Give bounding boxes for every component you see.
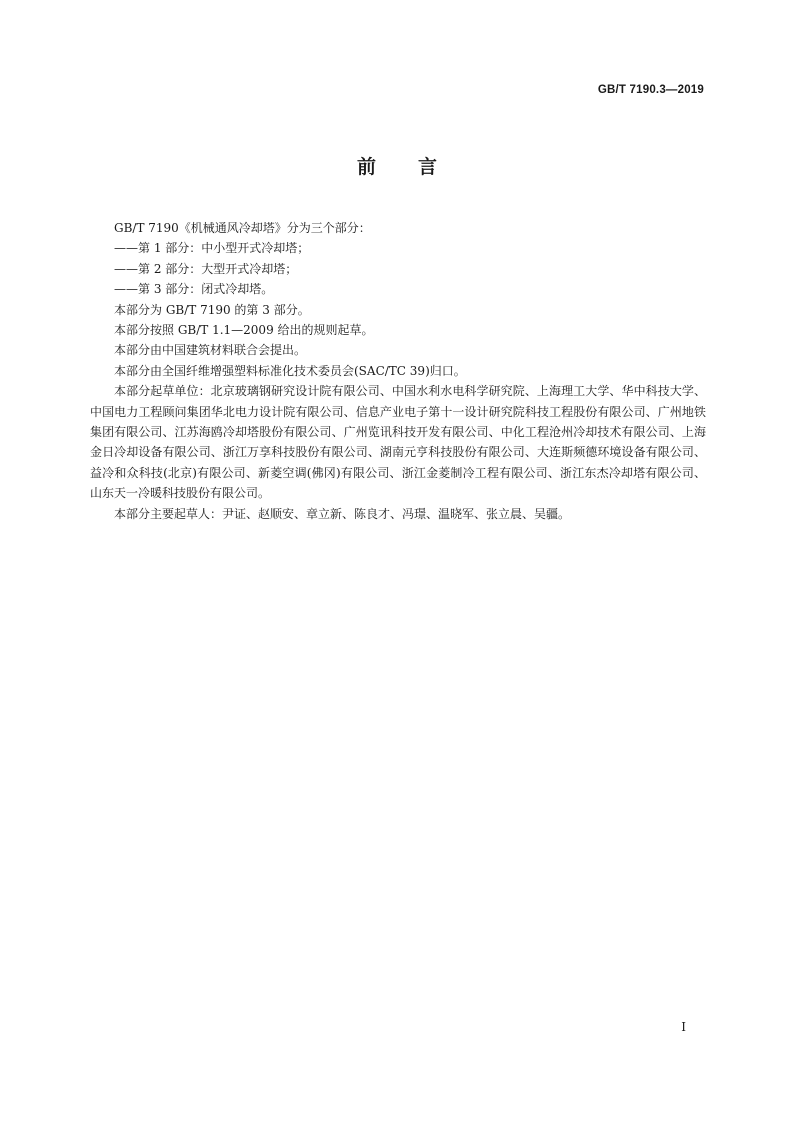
foreword-body xyxy=(90,218,706,524)
intro-paragraph: GB/T 7190《机械通风冷却塔》分为三个部分： xyxy=(114,221,371,235)
jurisdiction-paragraph: 本部分由全国纤维增强塑料标准化技术委员会(SAC/TC 39)归口。 xyxy=(114,363,466,378)
standard-number: GB/T 7190.3—2019 xyxy=(597,84,704,96)
page-number: I xyxy=(681,1020,686,1034)
part-list-item-2: ——第 2 部分：大型开式冷却塔； xyxy=(114,261,298,276)
part-list-item-1: ——第 1 部分：中小型开式冷却塔； xyxy=(114,241,310,256)
part-list-item-3: ——第 3 部分：闭式冷却塔。 xyxy=(114,282,274,297)
this-part-paragraph: 本部分为 GB/T 7190 的第 3 部分。 xyxy=(114,302,310,317)
proposed-by-paragraph: 本部分由中国建筑材料联合会提出。 xyxy=(114,343,307,358)
drafting-units-paragraph: 本部分起草单位：北京玻璃钢研究设计院有限公司、中国水利水电科学研究院、上海理工大学、华中科技大学、中国电力工程顾问集团华北电力设计院有限公司、信息产业电子第十一设计研究院科技工程股份有限公司、广州地铁集团有限公司、江苏海鸥冷却塔股份有限公司、广州览讯科技开发有限公司、中化工程沧州冷却技术有限公司、上海金日冷却设备有限公司、浙江万享科技股份有限公司、湖南元亨科技股份有限公司、大连斯频德环境设备有限公司、益冷和众科技(北京)有限公司、新菱空调(佛冈)有限公司、浙江金菱制冷工程有限公司、浙江东杰冷却塔有限公司、山东天一冷暖科技股份有限公司。 xyxy=(90,384,706,501)
page-title: 前言 xyxy=(356,156,479,178)
main-drafters-paragraph: 本部分主要起草人：尹证、赵顺安、章立新、陈良才、冯璟、温晓军、张立晨、吴疆。 xyxy=(114,506,571,521)
drafting-rule-paragraph: 本部分按照 GB/T 1.1—2009 给出的规则起草。 xyxy=(114,323,374,338)
